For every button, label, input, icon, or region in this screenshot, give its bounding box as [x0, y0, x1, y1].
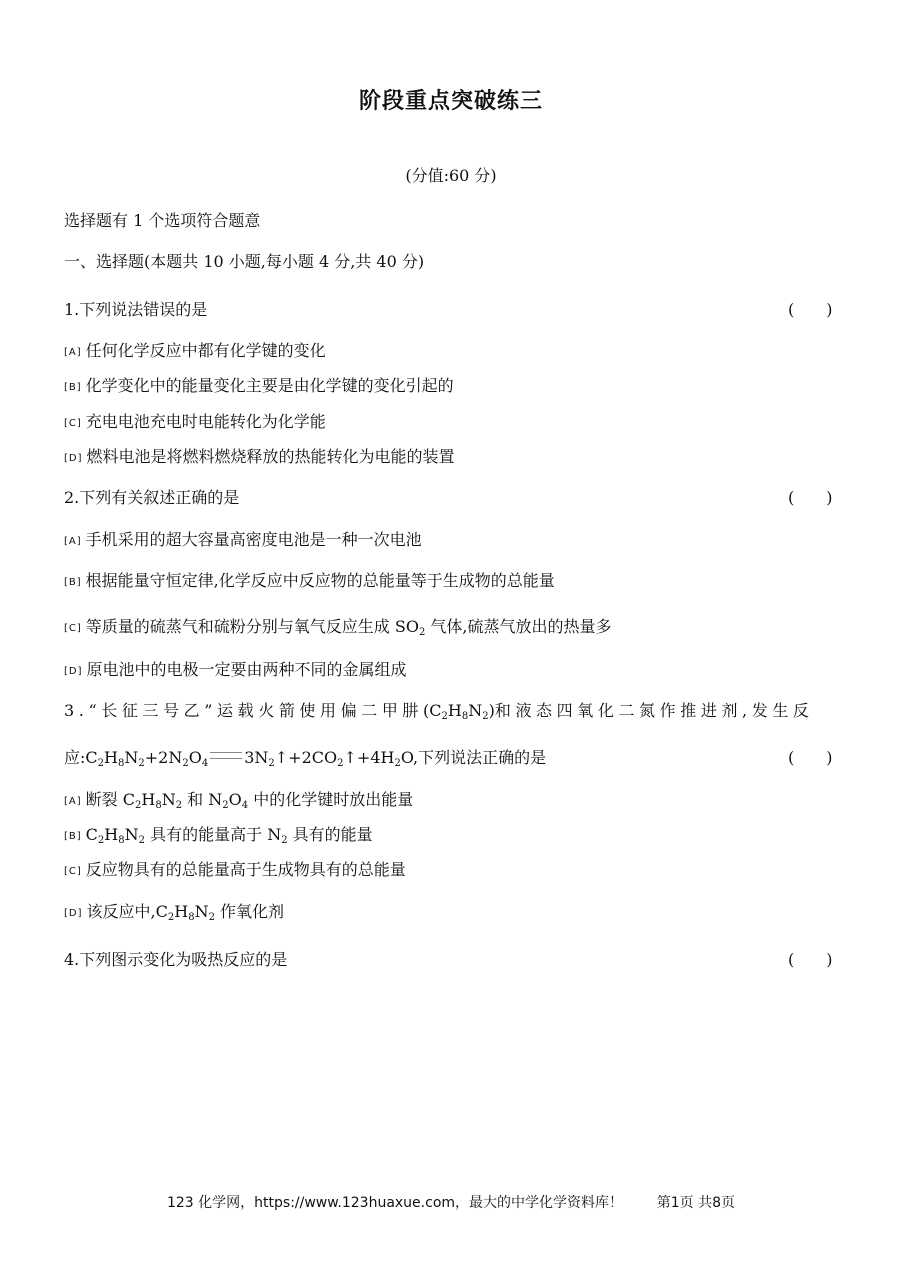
option-text: 根据能量守恒定律,化学反应中反应物的总能量等于生成物的总能量: [85, 571, 555, 590]
page-title: 阶段重点突破练三: [358, 88, 543, 114]
formula: $N_2$: [267, 825, 288, 846]
option-letter: [B]: [64, 577, 82, 588]
option-letter: [A]: [64, 347, 82, 358]
question-3-stem-line-2: [64, 745, 546, 768]
option-letter: [B]: [64, 831, 82, 842]
question-3-option-d: [64, 899, 284, 922]
formula-c2h8n2: $(C_2H_8N_2)$: [423, 701, 495, 722]
section-heading: 一、选择题(本题共 10 小题,每小题 4 分,共 40 分): [64, 252, 425, 271]
option-letter: [D]: [64, 666, 83, 677]
option-text: 手机采用的超大容量高密度电池是一种一次电池: [85, 530, 422, 549]
option-text: 具有的能量: [287, 825, 373, 844]
subscript: 2: [418, 627, 426, 638]
question-1-option-b: [64, 373, 454, 396]
question-2-option-b: [64, 568, 555, 591]
option-letter: [A]: [64, 796, 82, 807]
score-info: (分值:60 分): [405, 166, 497, 185]
option-text: 燃料电池是将燃料燃烧释放的热能转化为电能的装置: [86, 447, 455, 466]
question-2-answer-blank: ( ): [788, 488, 833, 507]
question-2-option-c: [64, 614, 612, 637]
option-letter: [A]: [64, 536, 82, 547]
option-text: 化学变化中的能量变化主要是由化学键的变化引起的: [85, 376, 454, 395]
formula: $N_2O_4$: [208, 790, 249, 811]
stem-text: ,下列说法正确的是: [413, 748, 547, 767]
stem-text: 应:: [64, 748, 86, 767]
option-letter: [C]: [64, 418, 82, 429]
question-3-option-c: [64, 857, 406, 880]
instruction-text: 选择题有 1 个选项符合题意: [64, 211, 261, 230]
option-text: 该反应中,: [86, 902, 156, 921]
question-4-answer-blank: ( ): [788, 950, 833, 969]
question-2-option-d: [64, 657, 407, 680]
formula: $C_2H_8N_2$: [122, 790, 183, 811]
question-3-option-b: [64, 822, 373, 845]
option-letter: [C]: [64, 623, 82, 634]
option-text: 充电电池充电时电能转化为化学能: [85, 412, 326, 431]
question-1-option-c: [64, 409, 326, 432]
question-2-option-a: [64, 527, 422, 550]
option-text: 反应物具有的总能量高于生成物具有的总能量: [85, 860, 406, 879]
option-text: 具有的能量高于: [145, 825, 268, 844]
stem-text: 和液态四氧化二氮作推进剂,发生反: [494, 701, 814, 720]
question-2-stem: 2.下列有关叙述正确的是: [64, 488, 240, 507]
question-3-option-a: [64, 787, 413, 810]
option-letter: [D]: [64, 908, 83, 919]
stem-text: 3.“长征三号乙”运载火箭使用偏二甲肼: [64, 701, 424, 720]
question-1-option-d: [64, 444, 455, 467]
option-text: 等质量的硫蒸气和硫粉分别与氧气反应生成 SO: [85, 617, 419, 636]
option-text: 任何化学反应中都有化学键的变化: [85, 341, 326, 360]
question-4-stem: 4.下列图示变化为吸热反应的是: [64, 950, 288, 969]
question-1-answer-blank: ( ): [788, 300, 833, 319]
option-text: 原电池中的电极一定要由两种不同的金属组成: [86, 660, 407, 679]
question-3-stem-line-1: [64, 698, 814, 721]
question-3-answer-blank: ( ): [788, 748, 833, 767]
formula: $C_2H_8N_2$: [85, 825, 145, 846]
reaction-equation: $C_2H_8N_2+2N_2O_4$ $3N_2↑+2CO_2↑+4H_2O$: [85, 748, 414, 769]
option-text: 气体,硫蒸气放出的热量多: [425, 617, 612, 636]
footer-site-text: 123 化学网，https://www.123huaxue.com，最大的中学化学资料库！: [166, 1195, 624, 1211]
footer-page-number: 第1页 共8页: [656, 1195, 736, 1211]
equals-sign: [210, 752, 242, 759]
question-1-stem: 1.下列说法错误的是: [64, 300, 208, 319]
option-text: 断裂: [85, 790, 123, 809]
option-text: 中的化学键时放出能量: [248, 790, 414, 809]
option-letter: [D]: [64, 453, 83, 464]
formula: $C_2H_8N_2$: [155, 902, 215, 923]
option-letter: [C]: [64, 866, 82, 877]
option-text: 作氧化剂: [214, 902, 285, 921]
option-letter: [B]: [64, 382, 82, 393]
page-footer: [0, 1192, 902, 1212]
option-text: 和: [182, 790, 209, 809]
question-1-option-a: [64, 338, 326, 361]
